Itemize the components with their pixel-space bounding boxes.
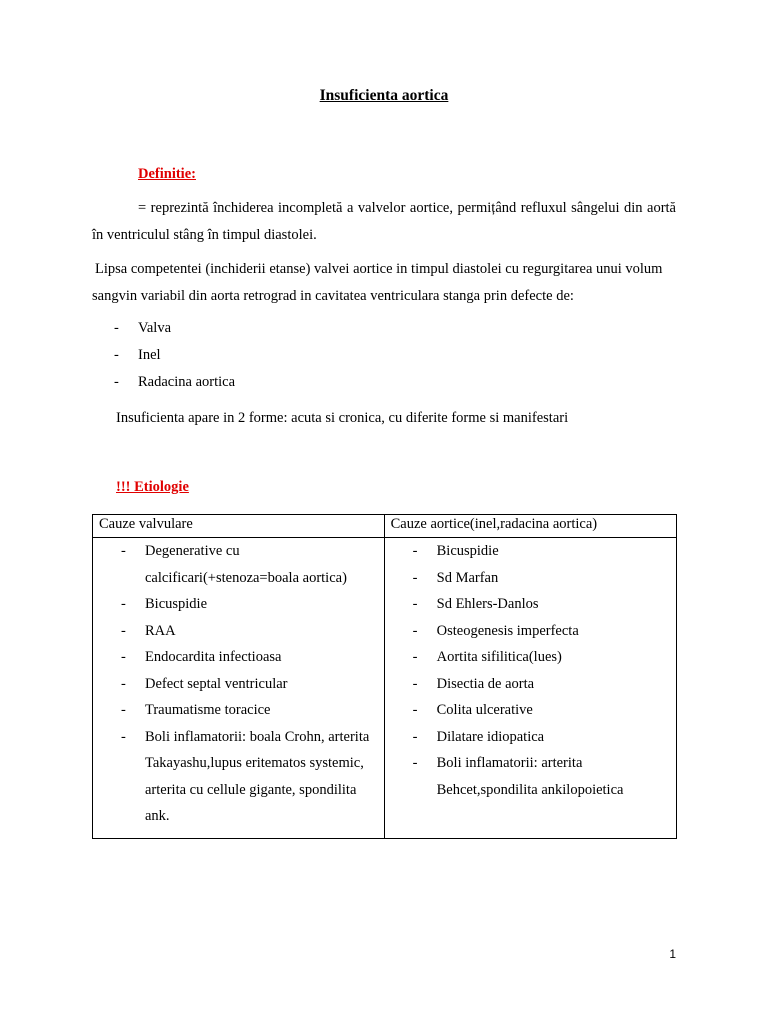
list-dash: - xyxy=(121,675,126,692)
list-dash: - xyxy=(121,649,126,665)
list-item xyxy=(93,671,384,698)
forms-text: Insuficienta apare in 2 forme: acuta si cronica, cu diferite forme si manifestari xyxy=(116,410,569,426)
list-dash: - xyxy=(412,728,418,745)
list-item xyxy=(385,565,676,592)
list-dash: - xyxy=(412,569,418,586)
list-dash: - xyxy=(121,596,126,612)
etiology-heading: !!! Etiologie xyxy=(116,479,189,495)
list-item-text: Aortita sifilitica(lues) xyxy=(436,649,562,665)
list-dash: - xyxy=(412,649,418,665)
list-item xyxy=(385,644,676,671)
list-item-text: RAA xyxy=(145,622,176,639)
column-header-aortic: Cauze aortice(inel,radacina aortica) xyxy=(384,515,676,538)
list-item xyxy=(93,618,384,645)
valvular-causes-list xyxy=(93,538,384,830)
list-item-text: Dilatare idiopatica xyxy=(436,728,545,745)
list-item-text: Boli inflamatorii: boala Crohn, arterita Takayashu,lupus eritematos systemic, arterita cu cellule gigante, spondilita ank. xyxy=(145,728,370,824)
list-item-text: Colita ulcerative xyxy=(436,702,533,718)
table-header-row xyxy=(93,515,677,538)
list-item xyxy=(92,370,235,397)
list-dash: - xyxy=(121,622,126,639)
description-paragraph: Lipsa competentei (inchiderii etanse) valvei aortice in timpul diastolei cu regurgitarea unui volum sangvin variabil din aorta retrograd in cavitatea ventriculara stanga prin defecte de: xyxy=(92,261,663,304)
list-item-text: Endocardita infectioasa xyxy=(145,649,282,665)
list-item-text: Osteogenesis imperfecta xyxy=(436,622,579,639)
list-item-text: Bicuspidie xyxy=(436,543,499,559)
list-dash: - xyxy=(412,755,418,771)
page-number: 1 xyxy=(669,947,676,961)
list-item-text: Valva xyxy=(138,320,172,336)
list-dash: - xyxy=(114,320,119,336)
list-item-text: Radacina aortica xyxy=(138,374,236,390)
list-item xyxy=(385,538,676,565)
valvular-causes-cell xyxy=(93,538,385,839)
list-item xyxy=(93,591,384,618)
list-item-text: Inel xyxy=(138,347,161,363)
page-title: Insuficienta aortica xyxy=(319,87,449,104)
list-item xyxy=(385,618,676,645)
list-item xyxy=(93,697,384,724)
list-item-text: Boli inflamatorii: arterita Behcet,spondilita ankilopoietica xyxy=(436,755,624,798)
list-item xyxy=(385,697,676,724)
list-dash: - xyxy=(412,675,418,692)
list-item-text: Sd Ehlers-Danlos xyxy=(436,596,539,612)
list-item xyxy=(93,538,384,591)
list-dash: - xyxy=(121,702,126,718)
list-dash: - xyxy=(121,543,126,559)
etiology-table xyxy=(92,514,677,839)
list-dash: - xyxy=(412,596,418,612)
list-dash: - xyxy=(114,347,119,363)
table-row xyxy=(93,538,677,839)
list-dash: - xyxy=(121,728,126,745)
aortic-causes-list xyxy=(385,538,676,803)
list-item xyxy=(385,724,676,751)
list-item-text: Bicuspidie xyxy=(145,596,208,612)
list-item xyxy=(93,724,384,830)
column-header-valvular: Cauze valvulare xyxy=(93,515,385,538)
aortic-causes-cell xyxy=(384,538,676,839)
definition-heading: Definitie: xyxy=(138,166,196,182)
list-dash: - xyxy=(412,622,418,639)
list-dash: - xyxy=(412,702,418,718)
list-item xyxy=(93,644,384,671)
list-item xyxy=(385,750,676,803)
list-item-text: Degenerative cu calcificari(+stenoza=boala aortica) xyxy=(145,543,347,586)
list-dash: - xyxy=(114,374,119,390)
list-item-text: Traumatisme toracice xyxy=(145,702,271,718)
definition-text: = reprezintă închiderea incompletă a valvelor aortice, permițând refluxul sângelui din aortă în ventriculul stâng în timpul diastolei. xyxy=(92,200,676,243)
list-item xyxy=(385,671,676,698)
list-dash: - xyxy=(412,543,418,559)
list-item-text: Disectia de aorta xyxy=(436,675,535,692)
defect-list xyxy=(92,316,235,397)
list-item xyxy=(92,343,235,370)
list-item xyxy=(92,316,235,343)
list-item-text: Sd Marfan xyxy=(436,569,499,586)
list-item-text: Defect septal ventricular xyxy=(145,675,288,692)
list-item xyxy=(385,591,676,618)
